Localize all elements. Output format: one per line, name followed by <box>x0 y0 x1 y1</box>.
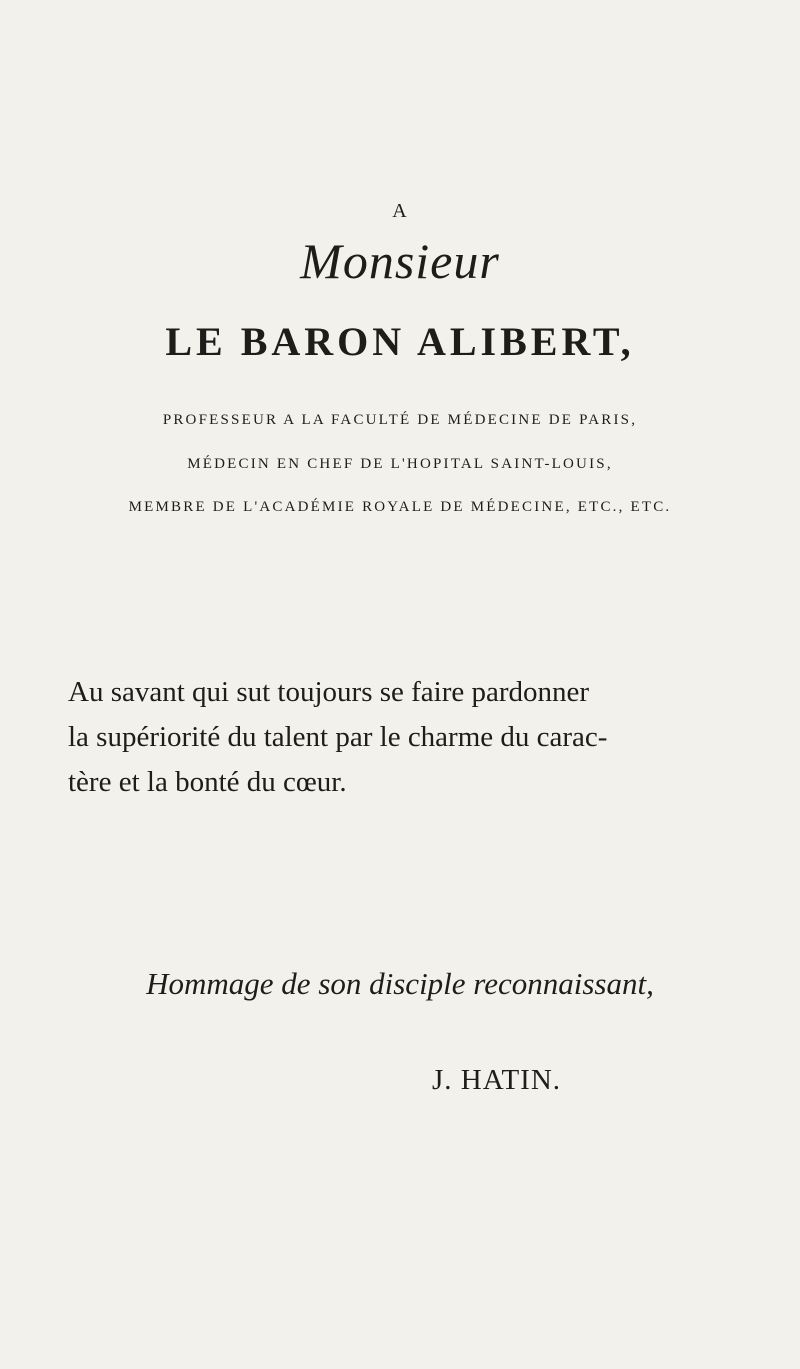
homage-line: Hommage de son disciple reconnaissant, <box>146 966 654 1001</box>
dedication-line: Au savant qui sut toujours se faire pardonner <box>68 676 590 708</box>
title-line: MEMBRE DE L'ACADÉMIE ROYALE DE MÉDECINE, ETC., ETC. <box>128 499 672 515</box>
salutation: Monsieur <box>300 233 500 289</box>
dedication-line: la supériorité du talent par le charme du carac- <box>68 721 608 753</box>
page-marker: A <box>392 200 408 222</box>
dedication-line: tère et la bonté du cœur. <box>68 766 347 798</box>
dedication-text <box>68 670 748 805</box>
title-line: MÉDECIN EN CHEF DE L'HOPITAL SAINT-LOUIS, <box>187 456 613 472</box>
title-line: PROFESSEUR A LA FACULTÉ DE MÉDECINE DE PARIS, <box>162 412 638 428</box>
signature: J. HATIN. <box>432 1064 562 1096</box>
dedicatee-name: LE BARON ALIBERT, <box>165 319 635 364</box>
